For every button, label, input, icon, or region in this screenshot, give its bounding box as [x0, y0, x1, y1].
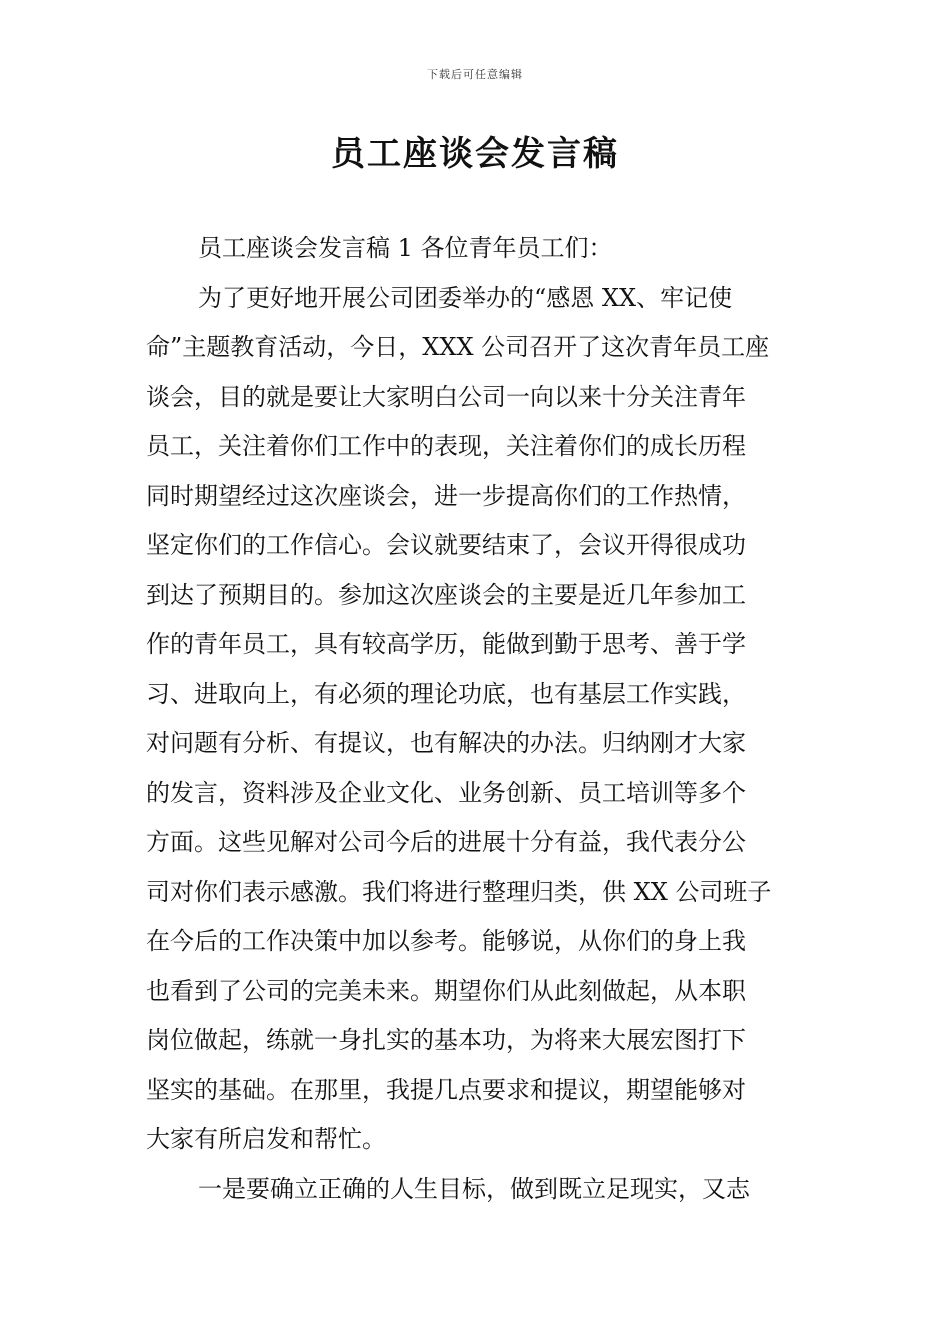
text-line: 坚定你们的工作信心。会议就要结束了，会议开得很成功: [146, 531, 746, 559]
text-line: 作的青年员工，具有较高学历，能做到勤于思考、善于学: [146, 630, 746, 658]
header-note: 下载后可任意编辑: [427, 68, 523, 81]
text-line: 同时期望经过这次座谈会，进一步提高你们的工作热情，: [146, 481, 746, 510]
paragraph-greeting: [146, 224, 810, 274]
text-line: 谈会，目的就是要让大家明白公司一向以来十分关注青年: [146, 382, 746, 411]
text-line: 岗位做起，练就一身扎实的基本功，为将来大展宏图打下: [146, 1026, 746, 1054]
text-line: 到达了预期目的。参加这次座谈会的主要是近几年参加工: [146, 580, 746, 609]
text-line: 员工座谈会发言稿 1 各位青年员工们：: [198, 234, 613, 262]
text-line: 坚实的基础。在那里，我提几点要求和提议，期望能够对: [146, 1075, 746, 1104]
text-line: 在今后的工作决策中加以参考。能够说，从你们的身上我: [146, 927, 746, 955]
paragraph-point-one: [146, 1165, 810, 1215]
document-title: 员工座谈会发言稿: [331, 134, 619, 174]
text-line: 命”主题教育活动，今日，XXX 公司召开了这次青年员工座: [146, 333, 770, 361]
paragraph-main: [146, 274, 810, 1165]
text-line: 司对你们表示感激。我们将进行整理归类，供 XX 公司班子: [146, 877, 772, 906]
document-body: [146, 224, 810, 1214]
text-line: 对问题有分析、有提议，也有解决的办法。归纳刚才大家: [146, 729, 746, 757]
text-line: 大家有所启发和帮忙。: [146, 1125, 386, 1153]
text-line: 的发言，资料涉及企业文化、业务创新、员工培训等多个: [146, 778, 746, 807]
text-line: 也看到了公司的完美未来。期望你们从此刻做起，从本职: [146, 976, 746, 1005]
text-line: 员工，关注着你们工作中的表现，关注着你们的成长历程: [146, 432, 746, 460]
text-line: 为了更好地开展公司团委举办的“感恩 XX、牢记使: [198, 283, 733, 312]
text-line: 一是要确立正确的人生目标，做到既立足现实，又志: [198, 1174, 750, 1203]
text-line: 习、进取向上，有必须的理论功底，也有基层工作实践，: [146, 679, 746, 708]
text-line: 方面。这些见解对公司今后的进展十分有益，我代表分公: [146, 828, 746, 856]
